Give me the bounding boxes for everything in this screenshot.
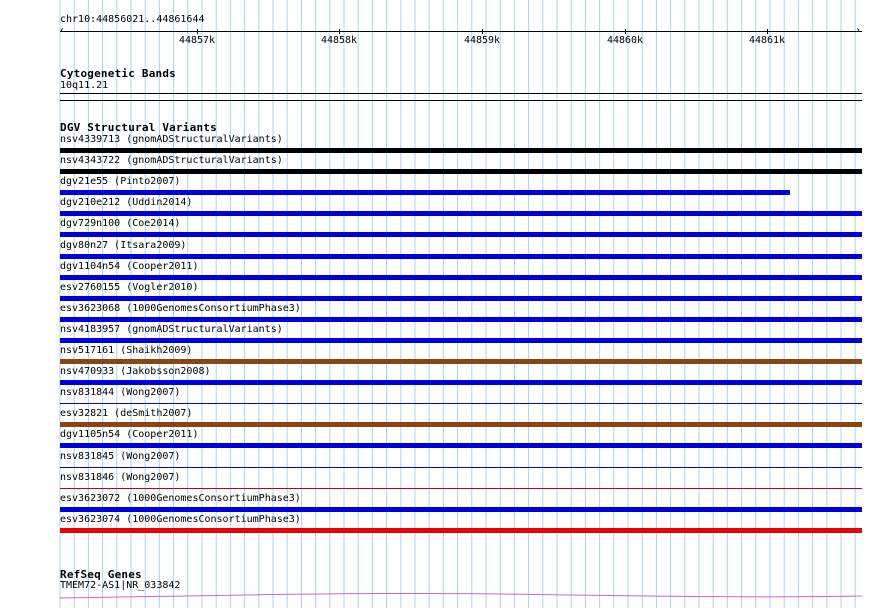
dgv-variant-bar[interactable] (60, 148, 862, 153)
cytoband-label[interactable]: 10q11.21 (60, 80, 109, 91)
dgv-variant-label[interactable]: nsv831844 (Wong2007) (60, 387, 181, 399)
ruler-tick (197, 29, 198, 34)
region-label: chr10:44856021..44861644 (60, 14, 205, 25)
ruler-tick (767, 29, 768, 34)
dgv-variant-label[interactable]: nsv4339713 (gnomADStructuralVariants) (60, 134, 283, 145)
dgv-variant-bar[interactable] (60, 190, 790, 195)
refseq-gene-feature[interactable] (0, 590, 890, 608)
refseq-track-title[interactable]: RefSeq Genes (60, 568, 142, 581)
dgv-variant-bar[interactable] (60, 467, 862, 468)
ruler-tick (625, 29, 626, 34)
dgv-variant-bar[interactable] (60, 403, 862, 404)
dgv-variant-bar[interactable] (60, 338, 862, 343)
dgv-variant-label[interactable]: dgv1105n54 (Cooper2011) (60, 429, 199, 441)
dgv-variant-label[interactable]: dgv1104n54 (Cooper2011) (60, 260, 199, 272)
ruler-right-arrow-icon: › (855, 25, 862, 36)
dgv-variant-label[interactable]: dgv729n100 (Coe2014) (60, 218, 181, 230)
dgv-variant-label[interactable]: esv32821 (deSmith2007) (60, 408, 193, 420)
dgv-variant-bar[interactable] (60, 254, 862, 259)
dgv-variant-label[interactable]: esv3623072 (1000GenomesConsortiumPhase3) (60, 492, 301, 504)
dgv-variant-bar[interactable] (60, 488, 862, 489)
dgv-track-title[interactable]: DGV Structural Variants (60, 121, 217, 134)
ruler-tick-label: 44859k (463, 35, 501, 46)
refseq-gene-line (60, 593, 862, 598)
dgv-variant-bar[interactable] (60, 380, 862, 385)
dgv-variant-bar[interactable] (60, 232, 862, 237)
dgv-variant-bar[interactable] (60, 317, 862, 322)
cytoband-bar[interactable] (60, 93, 862, 94)
dgv-variant-bar[interactable] (60, 211, 862, 216)
ruler-left-arrow-icon: ‹ (59, 25, 66, 36)
dgv-variant-bar[interactable] (60, 296, 862, 301)
dgv-variant-bar[interactable] (60, 359, 862, 364)
dgv-variant-label[interactable]: dgv210e212 (Uddin2014) (60, 197, 193, 209)
dgv-variant-bar[interactable] (60, 443, 862, 448)
dgv-variant-label[interactable]: dgv21e55 (Pinto2007) (60, 176, 181, 188)
dgv-variant-label[interactable]: dgv80n27 (Itsara2009) (60, 239, 187, 251)
ruler-tick (339, 29, 340, 34)
dgv-variant-label[interactable]: nsv470933 (Jakobsson2008) (60, 366, 211, 378)
dgv-variant-label[interactable]: esv2760155 (Vogler2010) (60, 281, 199, 293)
refseq-gene-label[interactable]: TMEM72-AS1|NR_033842 (60, 580, 181, 591)
dgv-variant-label[interactable]: esv3623074 (1000GenomesConsortiumPhase3) (60, 513, 301, 525)
ruler-tick (482, 29, 483, 34)
dgv-variant-label[interactable]: nsv831846 (Wong2007) (60, 471, 181, 483)
ruler-tick-label: 44861k (748, 35, 786, 46)
track-separator (60, 100, 862, 101)
dgv-variant-label[interactable]: nsv4183957 (gnomADStructuralVariants) (60, 323, 283, 335)
dgv-variant-bar[interactable] (60, 169, 862, 174)
dgv-variant-bar[interactable] (60, 422, 862, 427)
dgv-variant-bar[interactable] (60, 528, 862, 533)
dgv-variant-bar[interactable] (60, 507, 862, 512)
dgv-variant-label[interactable]: nsv4343722 (gnomADStructuralVariants) (60, 155, 283, 167)
dgv-variant-label[interactable]: nsv831845 (Wong2007) (60, 450, 181, 462)
ruler-tick-label: 44860k (606, 35, 644, 46)
dgv-variant-label[interactable]: nsv517161 (Shaikh2009) (60, 345, 193, 356)
ruler-tick-label: 44858k (320, 35, 358, 46)
dgv-variant-bar[interactable] (60, 275, 862, 280)
cytoband-track-title[interactable]: Cytogenetic Bands (60, 67, 176, 80)
ruler-tick-label: 44857k (178, 35, 216, 46)
dgv-variant-label[interactable]: esv3623068 (1000GenomesConsortiumPhase3) (60, 302, 301, 314)
ruler-axis (60, 31, 862, 32)
